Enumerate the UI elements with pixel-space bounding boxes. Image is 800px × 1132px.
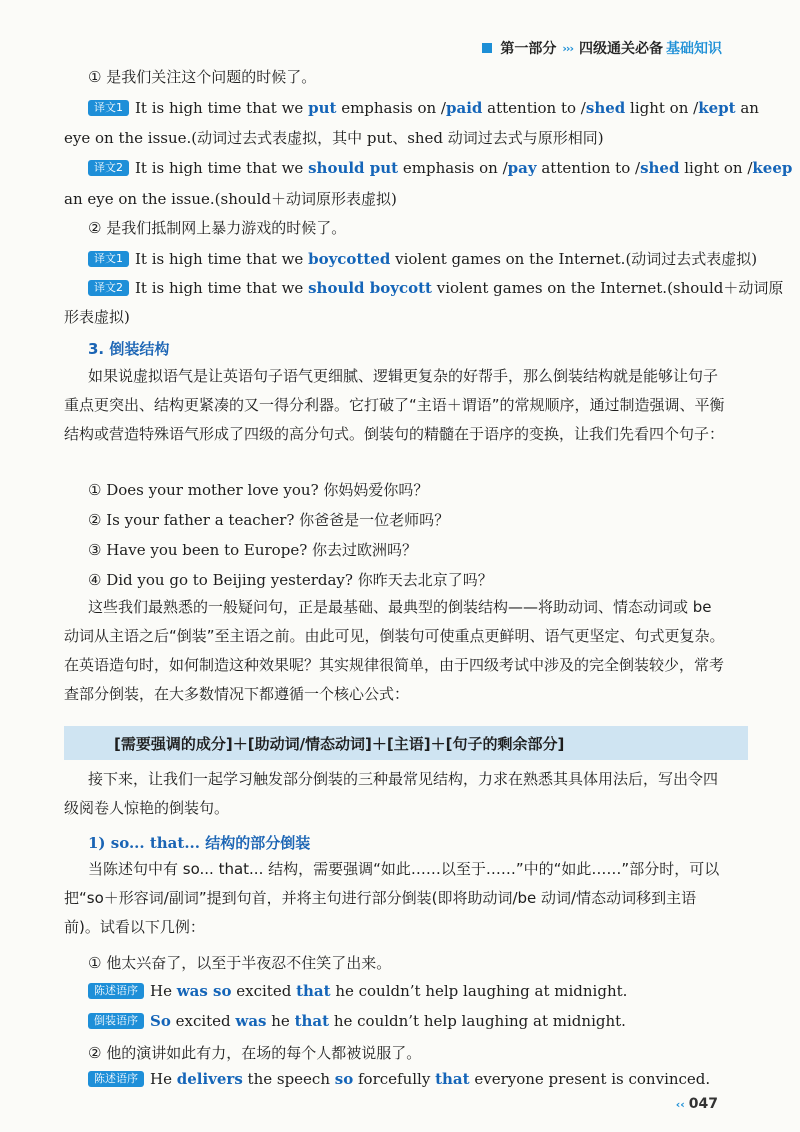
translation-1-line2: eye on the issue.(动词过去式表虚拟，其中 put、shed 动词过去式与原形相同) [64,129,604,147]
text: he [266,1012,295,1030]
keyword: paid [445,99,483,117]
text: violent games on the Internet.(should＋动词原 [431,279,784,297]
text: emphasis on / [336,99,446,117]
section-heading: 3. 倒装结构 [88,340,170,358]
example-chinese-2: ② 他的演讲如此有力，在场的每个人都被说服了。 [88,1044,422,1062]
page-number-value: 047 [688,1096,718,1112]
example-1-chinese: ① 是我们关注这个问题的时候了。 [88,68,317,86]
keyword: pay [507,159,537,177]
keyword: so [334,1070,354,1088]
translation-2 [88,159,792,177]
declarative-tag: 陈述语序 [88,983,144,999]
translation-1-tag: 译文1 [88,100,129,116]
square-icon [482,43,492,53]
translation-2-tag: 译文2 [88,280,129,296]
translation-1-tag: 译文1 [88,251,129,267]
inverted-tag: 倒装语序 [88,1013,144,1029]
page-header [482,38,722,58]
translation-2-line2: 形表虚拟) [64,308,130,326]
declarative-tag: 陈述语序 [88,1071,144,1087]
declarative-example-2 [88,1070,710,1088]
header-prefix: 第一部分 [500,41,557,57]
keyword: that [294,1012,330,1030]
question-1: ① Does your mother love you? 你妈妈爱你吗？ [88,481,429,499]
question-4: ④ Did you go to Beijing yesterday? 你昨天去北京了吗？ [88,571,493,589]
page-number [676,1096,718,1112]
header-title: 四级通关必备 [579,41,663,57]
text: an [735,99,759,117]
text: It is high time that we [135,99,309,117]
text: light on / [625,99,699,117]
text: attention to / [482,99,586,117]
keyword: keep [752,159,793,177]
chevrons-left-icon: ‹‹ [675,1098,685,1111]
text: He [150,1070,177,1088]
text: the speech [242,1070,335,1088]
explanation: 这些我们最熟悉的一般疑问句，正是最基础、最典型的倒装结构——将助动词、情态动词或 be 动词从主语之后“倒装”至主语之前。由此可见，倒装句可使重点更鲜明、语气更坚定、句式更复杂。在英语造句时，如何制造这种效果呢？其实规律很简单，由于四级考试中涉及的完全倒装较少，常考查部分倒装，在大多数情况下都遵循一个核心公式： [64,598,725,703]
next-paragraph: 接下来，让我们一起学习触发部分倒装的三种最常见结构，力求在熟悉其具体用法后，写出令四级阅卷人惊艳的倒装句。 [64,770,719,817]
keyword: was [235,1012,267,1030]
section-intro: 如果说虚拟语气是让英语句子语气更细腻、逻辑更复杂的好帮手，那么倒装结构就是能够让句子重点更突出、结构更紧凑的又一得分利器。它打破了“主语＋谓语”的常规顺序，通过制造强调、平衡结构或营造特殊语气形成了四级的高分句式。倒装句的精髓在于语序的变换，让我们先看四个句子： [64,367,725,443]
example-2-chinese: ② 是我们抵制网上暴力游戏的时候了。 [88,219,347,237]
keyword: So [150,1012,171,1030]
translation-1 [88,99,759,117]
inverted-example-1 [88,1012,626,1030]
translation-1 [88,248,757,269]
text: light on / [679,159,753,177]
text: forcefully [353,1070,436,1088]
question-2: ② Is your father a teacher? 你爸爸是一位老师吗？ [88,511,450,529]
keyword: kept [698,99,736,117]
keyword: put [308,99,337,117]
text: It is high time that we [135,159,309,177]
keyword: that [296,982,331,1000]
text: everyone present is convinced. [469,1070,711,1088]
keyword: was so [176,982,232,1000]
formula-text: [需要强调的成分]＋[助动词/情态动词]＋[主语]＋[句子的剩余部分] [114,734,565,753]
text: He [150,982,177,1000]
keyword: should put [308,159,399,177]
keyword: should boycott [308,279,432,297]
chevrons-icon: ››› [562,41,573,55]
declarative-example-1 [88,982,627,1000]
text: It is high time that we [135,279,309,297]
translation-2 [88,277,783,298]
keyword: shed [640,159,680,177]
text: excited [170,1012,236,1030]
header-highlight: 基础知识 [666,41,722,57]
keyword: boycotted [308,250,391,268]
translation-2-tag: 译文2 [88,160,129,176]
example-chinese-1: ① 他太兴奋了，以至于半夜忍不住笑了出来。 [88,954,392,972]
subsection-description: 当陈述句中有 so... that... 结构，需要强调“如此……以至于……”中的“如此……”部分时，可以把“so＋形容词/副词”提到句首，并将主句进行部分倒装(即将助动词/be 动词/情态动词移到主语前)。试看以下几例： [64,860,720,936]
text: he couldn’t help laughing at midnight. [330,982,628,1000]
text: It is high time that we [135,250,309,268]
text: violent games on the Internet.(动词过去式表虚拟) [390,250,758,268]
text: attention to / [536,159,641,177]
text: emphasis on / [398,159,508,177]
text: he couldn’t help laughing at midnight. [329,1012,626,1030]
keyword: that [435,1070,470,1088]
keyword: shed [585,99,626,117]
translation-2-line2: an eye on the issue.(should＋动词原形表虚拟) [64,190,397,208]
question-3: ③ Have you been to Europe? 你去过欧洲吗？ [88,541,418,559]
keyword: delivers [176,1070,243,1088]
text: excited [231,982,297,1000]
subsection-heading: 1) so... that... 结构的部分倒装 [88,834,311,852]
formula-box [64,726,748,760]
